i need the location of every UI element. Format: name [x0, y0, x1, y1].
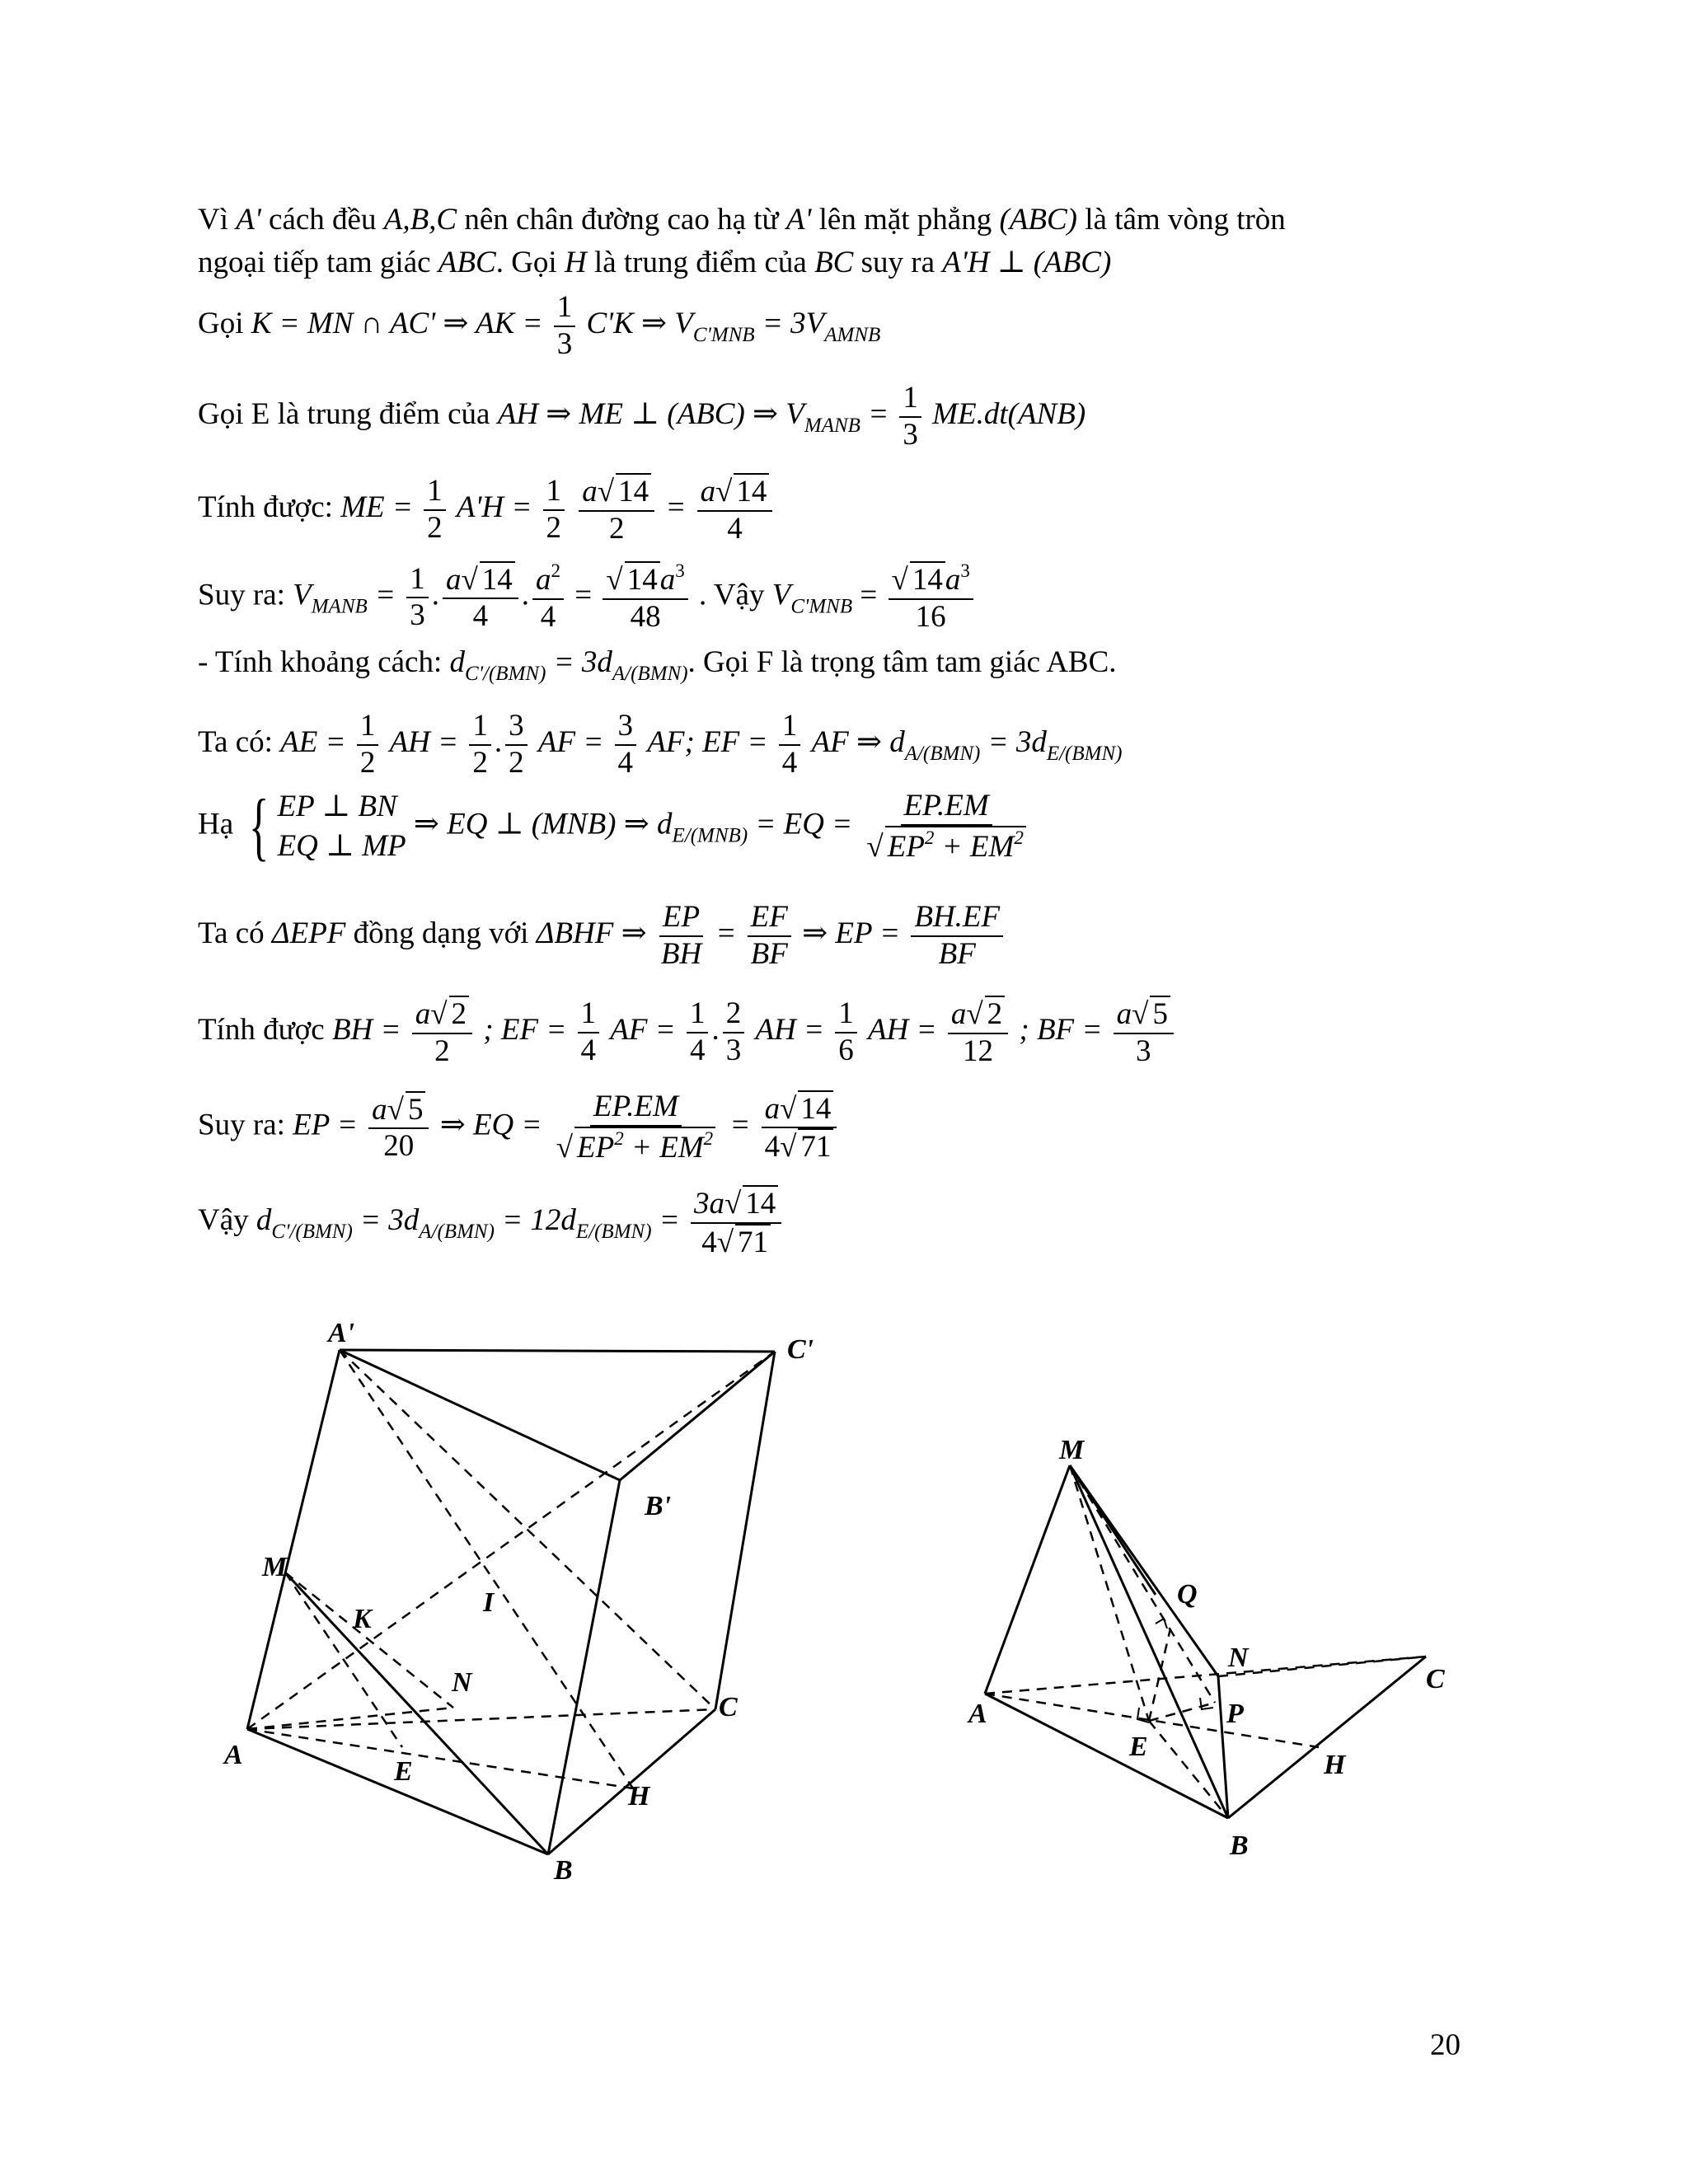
denominator: 2 [472, 745, 488, 780]
denominator [863, 826, 1029, 865]
math: a [945, 563, 961, 597]
math: a [1116, 997, 1132, 1031]
fraction [406, 562, 429, 634]
denominator: 4 [727, 511, 743, 546]
math: AE = [280, 725, 346, 760]
subscript: A/(BMN) [612, 663, 688, 685]
superscript: 2 [703, 1127, 714, 1149]
edge-e-b [1149, 1721, 1228, 1818]
subscript: C'/(BMN) [271, 1221, 353, 1244]
math: K = MN ∩ AC' ⇒ AK = [251, 307, 543, 341]
edge-b1-c1 [620, 1352, 775, 1480]
radicand: 14 [798, 1090, 833, 1127]
superscript: 2 [551, 560, 561, 581]
edge-a-c [247, 1709, 715, 1729]
radical-sign: √ [966, 997, 983, 1031]
math: AF ⇒ d [811, 725, 905, 760]
fraction [553, 1090, 719, 1165]
text: cách đều [269, 203, 377, 237]
text-line-4 [198, 381, 1085, 452]
radicand [574, 1127, 715, 1166]
fraction [748, 900, 791, 972]
math: = EQ = [755, 807, 853, 841]
numerator: 3 [505, 709, 528, 746]
math: + EM [623, 1130, 704, 1165]
math: ME.dt(ANB) [932, 397, 1086, 432]
edge-e-q [1149, 1629, 1170, 1721]
radical-sign: √ [597, 475, 615, 509]
denominator: 12 [962, 1033, 993, 1068]
math: = 3d [360, 1203, 420, 1238]
fraction [412, 996, 472, 1069]
numerator: 1 [578, 996, 600, 1033]
edge-c1-c [715, 1352, 775, 1709]
label-h: H [1324, 1750, 1346, 1780]
text: Hạ [198, 807, 234, 841]
math: 3a [693, 1187, 724, 1221]
radicand: 71 [798, 1128, 833, 1165]
fraction [615, 709, 637, 780]
page-number: 20 [1430, 2028, 1461, 2062]
numerator [691, 1185, 781, 1224]
denominator: 4 [580, 1033, 597, 1067]
fraction [579, 473, 654, 546]
fraction [532, 560, 564, 635]
denominator: 3 [556, 326, 573, 361]
math: EP [887, 829, 925, 864]
numerator: 1 [543, 474, 565, 511]
text-line-10 [198, 900, 1006, 972]
math: a [582, 475, 598, 509]
math: A' [236, 203, 261, 237]
denominator: 3 [410, 598, 425, 633]
fraction [762, 1090, 837, 1165]
numerator [443, 561, 518, 600]
numerator: EP [659, 900, 703, 937]
tetrahedron-figure [964, 1401, 1475, 1863]
edge-m-a [985, 1465, 1070, 1694]
text-line-13 [198, 1185, 785, 1260]
math: BH = [331, 1013, 401, 1047]
radical-sign: √ [606, 563, 623, 597]
label-e: E [1129, 1732, 1148, 1762]
subscript: MANB [804, 415, 860, 438]
math: EP = [293, 1108, 358, 1142]
math: ΔEPF [271, 916, 346, 951]
fraction [835, 996, 857, 1068]
math: BC [814, 246, 854, 279]
text: Ta có: [198, 725, 273, 760]
math: a [700, 475, 716, 509]
numerator: EP.EM [901, 789, 992, 826]
math: A'H ⊥ (ABC) [942, 246, 1112, 279]
text: Gọi E là trung điểm của [198, 397, 490, 432]
math: = 3V [762, 307, 825, 341]
denominator: BH [660, 936, 702, 971]
text: Ta có [198, 916, 265, 951]
denominator [762, 1128, 837, 1165]
fraction [543, 474, 565, 546]
radicand: 14 [734, 473, 769, 510]
radical-sign: √ [891, 563, 908, 597]
math: d [449, 645, 466, 679]
text: là trung điểm của [593, 246, 807, 279]
label-e: E [394, 1756, 413, 1787]
fraction [505, 709, 528, 780]
numerator [412, 996, 472, 1034]
cases [278, 787, 406, 866]
cases-brace [241, 784, 406, 869]
numerator: 1 [424, 474, 446, 511]
edge-a1-h [340, 1350, 633, 1788]
subscript: C'MNB [692, 324, 755, 347]
superscript: 2 [924, 827, 935, 848]
fraction [948, 996, 1008, 1069]
radicand: 14 [480, 561, 515, 598]
math: = [715, 916, 737, 951]
math: A,B,C [383, 203, 457, 237]
radical-sign: √ [461, 562, 478, 597]
numerator [1114, 996, 1174, 1034]
text: . Gọi F là trọng tâm tam giác ABC. [687, 645, 1117, 679]
radical-sign: √ [716, 1225, 734, 1259]
subscript: A/(BMN) [904, 743, 981, 766]
text-line-8: Ta có: AE = $\frac{1}{2}$ AH = $\frac{1}{2}$ . $\frac{3}{2}$ AF = $\frac{3}{4}$ AF; EF = $\frac{1}{4}$ AF ⇒ $d_{A/(BMN)} = 3d_{E/(BMN)}$ [198, 709, 1123, 780]
label-c: C [1426, 1664, 1445, 1694]
edge-m-b [1070, 1465, 1228, 1818]
text: là tâm vòng tròn [1085, 203, 1286, 237]
text-line-3 [198, 290, 880, 362]
math: 4 [764, 1130, 781, 1165]
fraction [687, 996, 709, 1068]
label-c-prime: C' [787, 1334, 814, 1365]
math: a [372, 1092, 387, 1127]
label-m: M [1059, 1435, 1085, 1465]
text-line-1 [198, 204, 1286, 235]
math: = [659, 1203, 680, 1238]
fraction [469, 709, 491, 780]
denominator: 4 [689, 1033, 706, 1067]
label-m: M [262, 1552, 288, 1582]
text: . Vậy [698, 578, 765, 612]
math: ΔBHF [536, 916, 614, 951]
radicand: 14 [743, 1185, 778, 1222]
label-b-prime: B' [645, 1491, 672, 1521]
math: = [729, 1108, 751, 1142]
brace-glyph: { [249, 784, 270, 869]
radicand: 2 [449, 996, 470, 1033]
numerator: BH.EF [911, 900, 1003, 937]
denominator: 3 [1136, 1033, 1151, 1068]
radicand: 14 [910, 561, 945, 598]
text-line-5 [198, 473, 776, 546]
text-line-12 [198, 1090, 840, 1165]
math: a [445, 562, 462, 597]
radicand: 14 [625, 561, 660, 598]
text-line-6: Suy ra: $V_{MANB}$ = $\frac{1}{3}$ . $\frac{a√ 14}{4}$ . $\frac{a^2}{4}$ = $\frac{√ 14a^3}{48}$ . Vậy $V_{C'MNB}$ = $\frac{√ 14a^3}{16}$ [198, 560, 977, 635]
fraction [603, 560, 687, 635]
math: AH = [755, 1013, 825, 1047]
subscript: E/(BMN) [1046, 743, 1123, 766]
tetrahedron-diagram [964, 1401, 1475, 1863]
radical-sign: √ [556, 1130, 574, 1165]
numerator [889, 560, 973, 600]
text: lên mặt phẳng [818, 203, 992, 237]
numerator: EP.EM [590, 1090, 682, 1127]
fraction [424, 474, 446, 546]
numerator: 3 [615, 709, 637, 746]
numerator: 2 [723, 996, 745, 1033]
text: Tính được [198, 1013, 325, 1047]
math: A'H = [456, 490, 532, 525]
math: d [256, 1203, 272, 1238]
text: Suy ra: [198, 1108, 285, 1142]
fraction [779, 709, 801, 780]
subscript: A/(BMN) [419, 1221, 495, 1244]
superscript: 3 [960, 560, 970, 581]
label-n: N [452, 1667, 472, 1698]
prism-diagram [206, 1319, 849, 1912]
edge-b-c [1228, 1657, 1426, 1818]
fraction [691, 1185, 781, 1260]
math: ⇒ EP = [802, 916, 901, 951]
solid-edges [247, 1350, 775, 1854]
math: = 3d [987, 725, 1047, 760]
fraction [697, 473, 773, 546]
subscript: MANB [311, 595, 368, 618]
right-angle-p [1200, 1698, 1213, 1709]
numerator [368, 1091, 429, 1130]
label-n: N [1228, 1643, 1249, 1673]
edge-m-n [285, 1572, 453, 1708]
radical-sign: √ [430, 997, 448, 1031]
radical-sign: √ [1132, 997, 1149, 1031]
label-b: B [1230, 1830, 1249, 1861]
math: ⇒ [621, 916, 647, 951]
denominator [553, 1127, 719, 1166]
math: AH = [868, 1013, 937, 1047]
math: = [375, 578, 396, 612]
edge-a1-a [247, 1350, 340, 1729]
edge-a1-b1 [340, 1350, 620, 1480]
math: AH ⇒ ME ⊥ (ABC) ⇒ V [497, 397, 804, 432]
fraction [863, 789, 1029, 865]
text-line-9 [198, 784, 1033, 869]
math: a [415, 997, 431, 1031]
fraction [443, 561, 518, 635]
label-i: I [483, 1587, 495, 1618]
superscript: 2 [1014, 827, 1024, 848]
text: Tính được: [198, 490, 333, 525]
denominator: 2 [359, 745, 376, 780]
math: a [659, 563, 676, 597]
edge-b1-b [548, 1480, 620, 1854]
radical-sign: √ [715, 475, 733, 509]
denominator: BF [750, 936, 788, 971]
numerator: 1 [357, 709, 379, 746]
math: a [764, 1091, 781, 1126]
solid-edges [985, 1465, 1426, 1818]
denominator: 3 [903, 417, 918, 452]
numerator: 1 [406, 562, 429, 599]
numerator: 1 [835, 996, 857, 1033]
superscript: 2 [614, 1127, 624, 1149]
math: V [293, 578, 312, 612]
radicand: 5 [406, 1091, 426, 1128]
radical-sign: √ [387, 1092, 404, 1127]
text: đồng dạng với [353, 916, 529, 951]
denominator: 3 [725, 1033, 742, 1067]
denominator: 4 [540, 599, 556, 634]
math: ⇒ EQ = [439, 1108, 542, 1142]
numerator: 1 [469, 709, 491, 746]
numerator: 1 [899, 381, 921, 418]
math: (ABC) [999, 203, 1078, 237]
math: V [771, 578, 791, 612]
numerator [579, 473, 654, 512]
denominator: 2 [608, 511, 625, 546]
math: a [950, 997, 967, 1031]
label-b: B [554, 1855, 573, 1886]
math: AF; EF = [647, 725, 768, 760]
math: ⇒ EQ ⊥ (MNB) ⇒ d [413, 807, 673, 841]
numerator: 1 [779, 709, 801, 746]
radicand [885, 826, 1026, 865]
fraction [911, 900, 1003, 972]
math: ; BF = [1019, 1013, 1103, 1047]
label-a: A [968, 1699, 987, 1729]
numerator [948, 996, 1008, 1034]
subscript: E/(MNB) [672, 824, 748, 847]
math: = [868, 397, 889, 432]
radical-sign: √ [866, 829, 884, 864]
label-k: K [353, 1604, 372, 1634]
denominator: 6 [838, 1033, 854, 1067]
text-line-7 [198, 647, 1117, 684]
denominator [698, 1224, 774, 1261]
numerator: EF [748, 900, 791, 937]
denominator: 4 [472, 599, 489, 634]
denominator: 48 [630, 599, 661, 634]
text: Vậy [198, 1203, 249, 1238]
math: EP [577, 1130, 615, 1165]
denominator: 4 [781, 745, 798, 780]
math: a [536, 563, 551, 597]
numerator [697, 473, 773, 512]
subscript: C'MNB [790, 595, 853, 618]
subscript: E/(BMN) [575, 1221, 652, 1244]
math: H [564, 246, 587, 279]
radicand: 14 [616, 473, 651, 510]
edge-m-e [285, 1572, 402, 1747]
math: = 3d [553, 645, 612, 679]
right-angle-marks [1137, 1619, 1213, 1722]
numerator: 1 [687, 996, 709, 1033]
math: = [665, 490, 687, 525]
text: Gọi [198, 307, 244, 341]
label-a: A [224, 1740, 243, 1770]
math: AF = [610, 1013, 676, 1047]
fraction [889, 560, 973, 635]
label-c: C [719, 1692, 738, 1722]
text: . Gọi [495, 246, 557, 279]
denominator: BF [938, 936, 976, 971]
text: Vì [198, 203, 228, 237]
math: ; EF = [483, 1013, 567, 1047]
denominator: 2 [546, 510, 562, 545]
math: AF = [537, 725, 604, 760]
math: A' [785, 203, 812, 237]
numerator: 1 [554, 290, 576, 327]
case-2: EQ ⊥ MP [277, 829, 406, 864]
radicand: 71 [735, 1224, 771, 1261]
edge-a-b [247, 1729, 548, 1854]
numerator [532, 560, 564, 600]
text: suy ra [860, 246, 935, 279]
edge-n-c [1218, 1657, 1426, 1676]
denominator: 20 [383, 1129, 415, 1164]
denominator: 2 [509, 745, 524, 780]
radical-sign: √ [724, 1187, 742, 1221]
fraction [723, 996, 745, 1068]
subscript: C'/(BMN) [465, 663, 546, 685]
superscript: 3 [675, 560, 685, 581]
fraction [357, 709, 379, 780]
math: + EM [934, 829, 1015, 864]
denominator: 2 [427, 510, 443, 545]
denominator: 4 [617, 745, 634, 780]
radicand: 5 [1150, 996, 1170, 1033]
label-q: Q [1177, 1579, 1198, 1610]
fraction [554, 290, 576, 362]
edge-a1-c [340, 1350, 715, 1709]
text-line-2 [198, 247, 1111, 278]
text: ngoại tiếp tam giác [198, 246, 431, 279]
fraction [899, 381, 921, 452]
case-1: EP ⊥ BN [277, 790, 397, 823]
text-line-11: Tính được BH = $\frac{a√ 2}{2}$ ; EF = $\frac{1}{4}$ AF = $\frac{1}{4}$ . $\frac{2}{3}$ AH = $\frac{1}{6}$ AH = $\frac{a√ 2}{12}$ ; BF = $\frac{a√ 5}{3}$ [198, 996, 1177, 1069]
label-p: P [1226, 1699, 1244, 1729]
denominator: 2 [434, 1033, 450, 1068]
math: ME = [340, 490, 413, 525]
fraction [368, 1091, 429, 1165]
subscript: AMNB [824, 324, 881, 347]
numerator [762, 1090, 837, 1129]
radicand: 2 [985, 996, 1006, 1033]
numerator [603, 560, 687, 600]
radical-sign: √ [780, 1130, 797, 1165]
text: nên chân đường cao hạ từ [464, 203, 779, 237]
text: - Tính khoảng cách: [198, 645, 443, 679]
fraction [578, 996, 600, 1068]
prism-figure [206, 1319, 849, 1912]
denominator: 16 [915, 599, 946, 634]
label-h: H [628, 1781, 650, 1811]
math: 4 [701, 1225, 717, 1259]
fraction [658, 900, 705, 972]
math: = 12d [502, 1203, 576, 1238]
text: Suy ra: [198, 578, 285, 612]
edge-m-b [285, 1572, 548, 1854]
label-a-prime: A' [328, 1319, 355, 1348]
edge-a1-c1 [340, 1350, 775, 1352]
math: C'K ⇒ V [586, 307, 693, 341]
radical-sign: √ [780, 1091, 797, 1126]
math: ABC [438, 246, 496, 279]
fraction [1114, 996, 1174, 1069]
math: AH = [389, 725, 459, 760]
